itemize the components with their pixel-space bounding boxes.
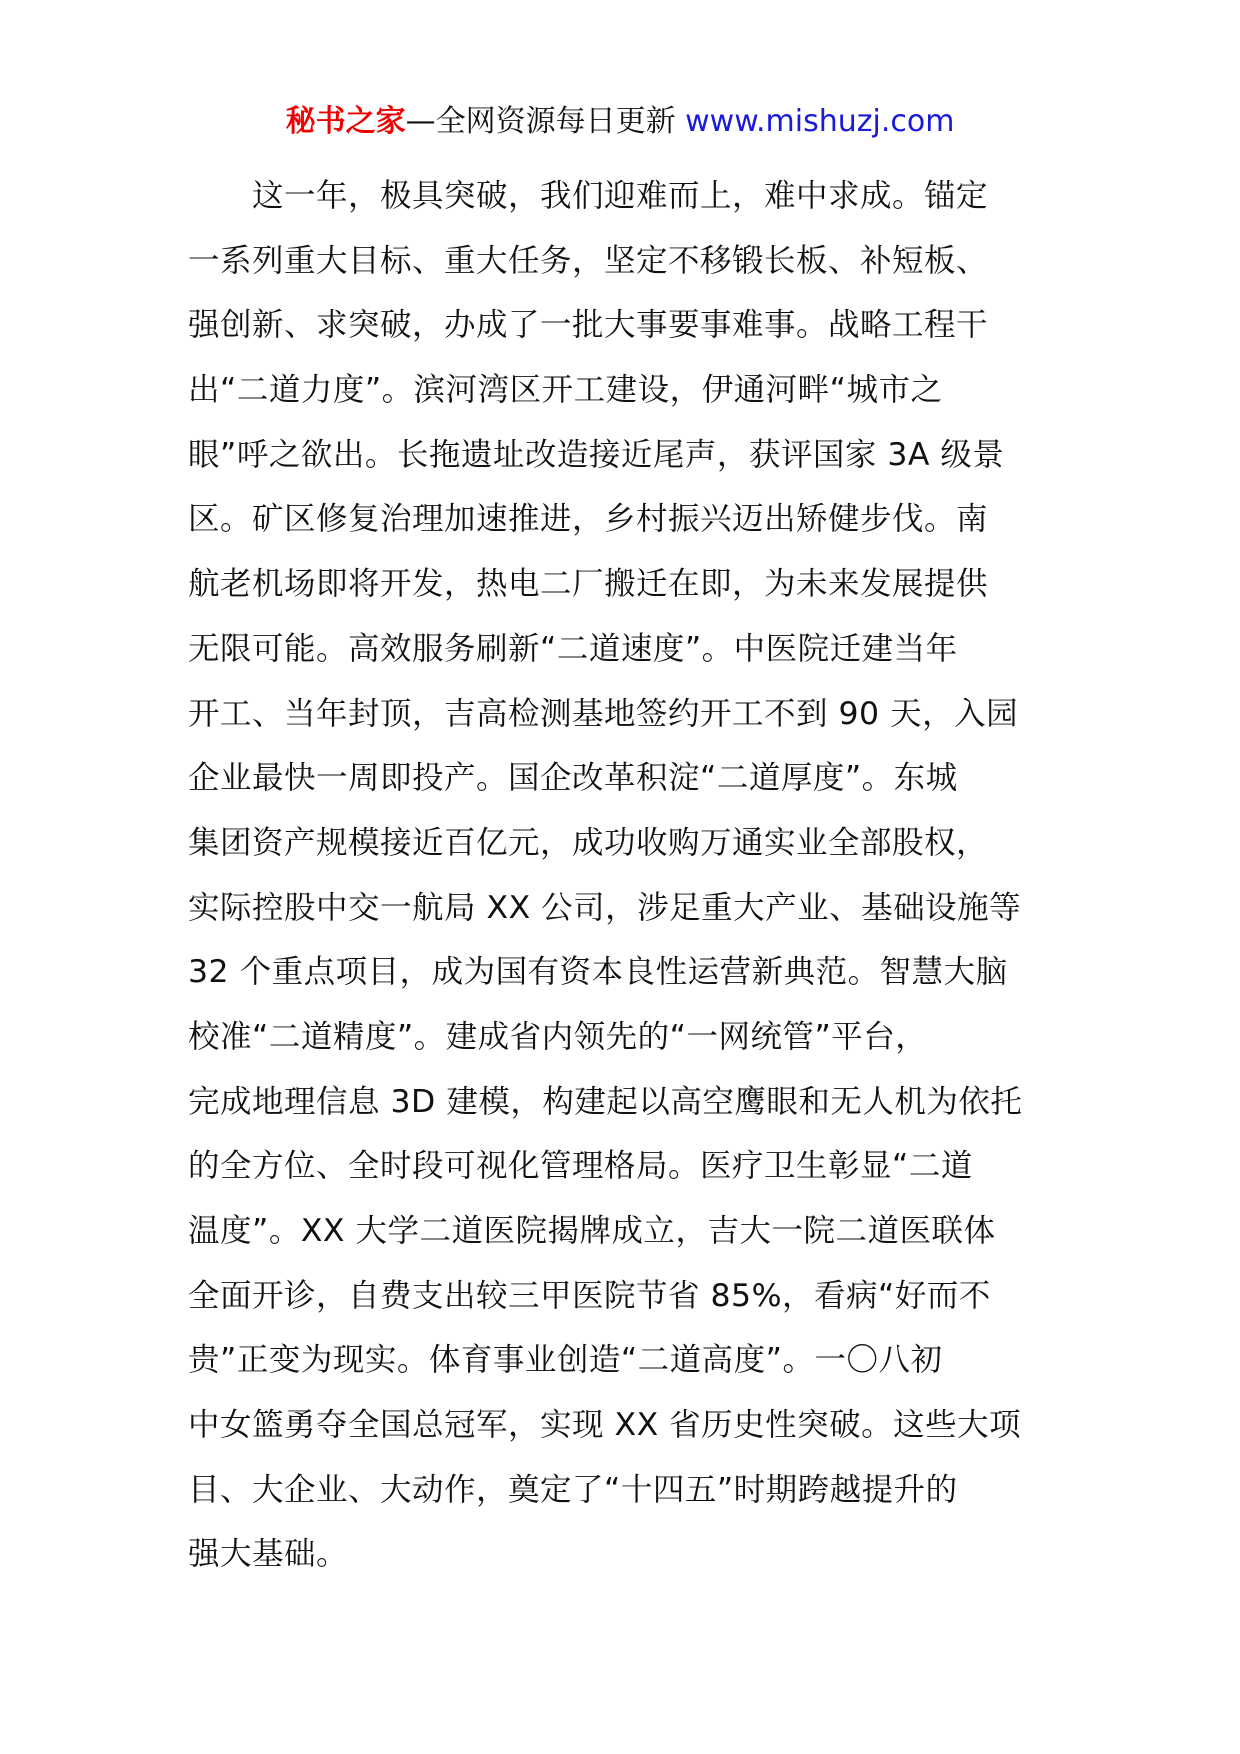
paragraph-line: 企业最快一周即投产。国企改革积淀“二道厚度”。东城 bbox=[188, 760, 958, 797]
paragraph-line: 眼”呼之欲出。长拖遗址改造接近尾声，获评国家 3A 级景 bbox=[188, 436, 1005, 473]
paragraph-line: 这一年，极具突破，我们迎难而上，难中求成。锚定 bbox=[252, 178, 989, 214]
paragraph-line: 目、大企业、大动作，奠定了“十四五”时期跨越提升的 bbox=[188, 1471, 958, 1508]
paragraph-line: 强创新、求突破，办成了一批大事要事难事。战略工程干 bbox=[188, 307, 989, 344]
paragraph-line: 实际控股中交一航局 XX 公司，涉足重大产业、基础设施等 bbox=[188, 889, 1022, 926]
paragraph-line: 强大基础。 bbox=[188, 1536, 349, 1573]
body-paragraph bbox=[188, 164, 1052, 1587]
paragraph-line: 无限可能。高效服务刷新“二道速度”。中医院迁建当年 bbox=[188, 630, 958, 667]
paragraph-line: 完成地理信息 3D 建模，构建起以高空鹰眼和无人机为依托 bbox=[188, 1083, 1023, 1120]
paragraph-line: 校准“二道精度”。建成省内领先的“一网统管”平台， bbox=[188, 1018, 928, 1055]
paragraph-line: 32 个重点项目，成为国有资本良性运营新典范。智慧大脑 bbox=[188, 954, 1008, 991]
site-tagline: —全网资源每日更新 bbox=[405, 104, 676, 139]
paragraph-line: 的全方位、全时段可视化管理格局。医疗卫生彰显“二道 bbox=[188, 1148, 973, 1185]
paragraph-line: 区。矿区修复治理加速推进，乡村振兴迈出矫健步伐。南 bbox=[188, 501, 989, 538]
paragraph-line: 全面开诊，自费支出较三甲医院节省 85%，看病“好而不 bbox=[188, 1277, 991, 1314]
paragraph-line: 集团资产规模接近百亿元，成功收购万通实业全部股权， bbox=[188, 824, 989, 861]
paragraph-line: 开工、当年封顶，吉高检测基地签约开工不到 90 天，入园 bbox=[188, 695, 1019, 732]
site-name: 秘书之家 bbox=[285, 104, 406, 139]
paragraph-line: 一系列重大目标、重大任务，坚定不移锻长板、补短板、 bbox=[188, 242, 989, 279]
paragraph-line: 中女篮勇夺全国总冠军，实现 XX 省历史性突破。这些大项 bbox=[188, 1407, 1022, 1444]
paragraph-line: 贵”正变为现实。体育事业创造“二道高度”。一〇八初 bbox=[188, 1342, 943, 1379]
paragraph-line: 航老机场即将开发，热电二厂搬迁在即，为未来发展提供 bbox=[188, 566, 989, 603]
paragraph-line: 出“二道力度”。滨河湾区开工建设，伊通河畔“城市之 bbox=[188, 372, 943, 409]
site-url-link[interactable]: www.mishuzj.com bbox=[685, 104, 955, 139]
site-header bbox=[0, 100, 1240, 144]
paragraph-line: 温度”。XX 大学二道医院揭牌成立，吉大一院二道医联体 bbox=[188, 1213, 996, 1249]
